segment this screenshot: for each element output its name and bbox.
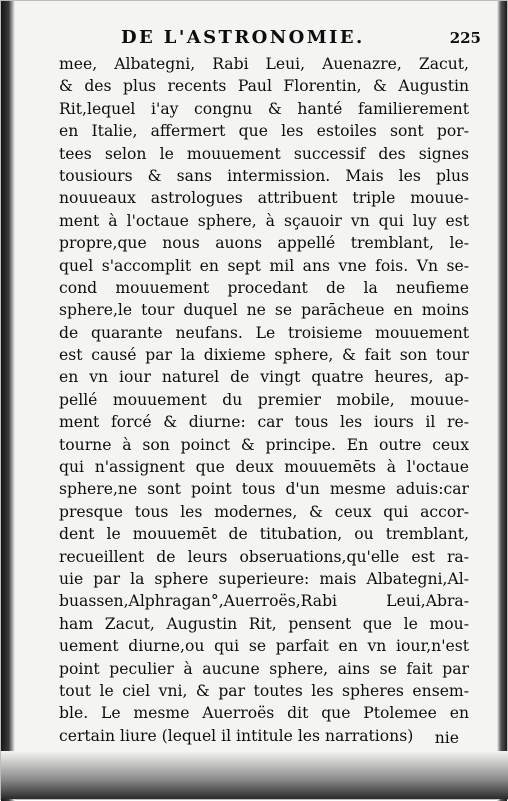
text-line: nouueaux astrologues attribuent triple mouue-	[59, 189, 469, 208]
text-line: de quarante neufans. Le troisieme mouuement	[59, 323, 469, 342]
text-line: mee, Albategni, Rabi Leui, Auenazre, Zacut,	[59, 55, 469, 73]
text-line: uement diurne,ou qui se parfait en vn iour,n'est	[59, 637, 469, 656]
book-page	[59, 21, 481, 747]
page-number: 225	[449, 29, 481, 47]
scan-shadow-left	[1, 1, 15, 801]
text-line: sphere,le tour duquel ne se parācheue en moins	[59, 301, 469, 320]
text-line: uie par la sphere superieure: mais Albategni,Al-	[59, 569, 469, 588]
text-line: & des plus recents Paul Florentin, & Augustin	[59, 77, 469, 96]
text-line: propre,que nous auons appellé tremblant, le-	[59, 234, 469, 253]
text-line: tees selon le mouuement successif des signes	[59, 144, 469, 163]
text-line: tout le ciel vni, & par toutes les spheres ensem-	[59, 681, 469, 700]
text-line: en vn iour naturel de vingt quatre heures, ap-	[59, 368, 469, 387]
text-line: point peculier à aucune sphere, ains se fait par	[59, 659, 469, 678]
text-line: ment forcé & diurne: car tous les iours il re-	[59, 413, 469, 432]
text-line: presque tous les modernes, & ceux qui accor-	[59, 502, 469, 521]
text-line: est causé par la dixieme sphere, & fait son tour	[59, 346, 469, 365]
running-head: DE L'ASTRONOMIE.	[121, 27, 365, 48]
text-line: sphere,ne sont point tous d'un mesme aduis:car	[59, 480, 469, 499]
text-line: recueillent de leurs obseruations,qu'elle est ra-	[59, 547, 469, 566]
text-line: quel s'accomplit en sept mil ans vne fois. Vn se-	[59, 256, 469, 275]
text-line: buassen,Alphragan°,Auerroës,Rabi Leui,Abra-	[59, 592, 469, 611]
text-line: Rit,lequel i'ay congnu & hanté familierement	[59, 99, 469, 118]
text-line: dent le mouuemēt de titubation, ou tremblant,	[59, 525, 469, 544]
scan-shadow-bottom	[1, 751, 508, 799]
text-line: tourne à son poinct & principe. En outre ceux	[59, 435, 469, 454]
catchword: nie	[434, 729, 459, 747]
text-line: en Italie, affermert que les estoiles sont por-	[59, 122, 469, 141]
text-line: certain liure (lequel il intitule les narrations)	[59, 726, 414, 745]
page-header	[59, 21, 481, 53]
scan-shadow-right	[497, 1, 507, 801]
text-line: ble. Le mesme Auerroës dit que Ptolemee en	[59, 704, 469, 723]
text-line: tousiours & sans intermission. Mais les plus	[59, 166, 469, 185]
body-text	[59, 53, 469, 747]
text-line: cond mouuement procedant de la neufieme	[59, 278, 469, 297]
text-line: qui n'assignent que deux mouuemēts à l'octaue	[59, 458, 469, 477]
text-line: ham Zacut, Augustin Rit, pensent que le mou-	[59, 614, 469, 633]
text-line: pellé mouuement du premier mobile, mouue-	[59, 390, 469, 409]
text-line: ment à l'octaue sphere, à sçauoir vn qui luy est	[59, 211, 469, 230]
